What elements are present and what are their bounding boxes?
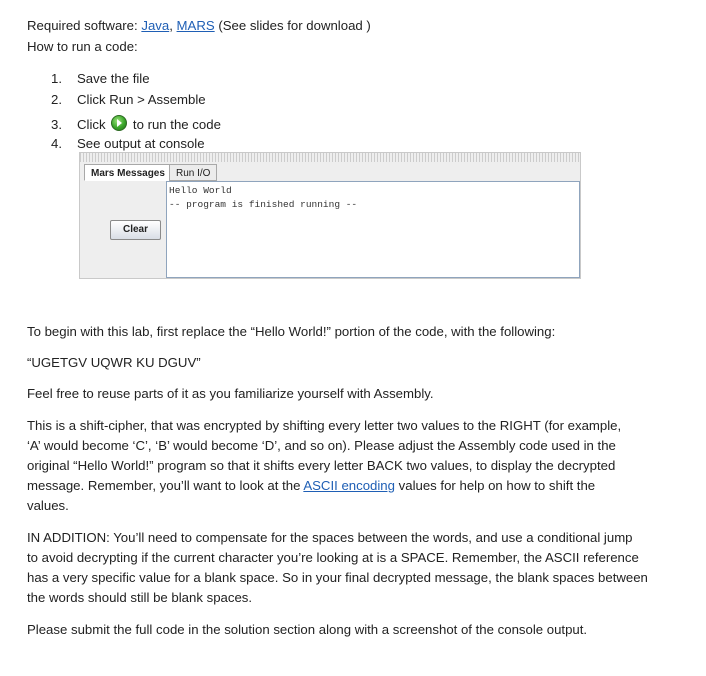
paragraph-1-line: values. — [27, 498, 69, 513]
ascii-encoding-link[interactable]: ASCII encoding — [303, 478, 395, 493]
step-text: See output at console — [77, 136, 205, 151]
console-output[interactable] — [166, 181, 580, 278]
step-3 — [51, 115, 221, 132]
mars-link[interactable]: MARS — [176, 18, 215, 33]
step-number: 4. — [51, 136, 62, 151]
text-before-link: message. Remember, you’ll want to look at the — [27, 478, 304, 493]
paragraph-2-line: has a very specific value for a blank space. So in your final decrypted message, the blank spaces between — [27, 570, 648, 585]
step-text: Save the file — [77, 71, 150, 86]
separator: , — [169, 18, 177, 33]
step-number: 2. — [51, 92, 62, 107]
paragraph-2-line: IN ADDITION: You’ll need to compensate for the spaces between the words, and use a conditional jump — [27, 530, 633, 545]
clear-button[interactable]: Clear — [110, 220, 161, 240]
intro-text: To begin with this lab, first replace the “Hello World!” portion of the code, with the following: — [27, 324, 556, 339]
console-line: Hello World — [169, 185, 232, 196]
required-suffix: (See slides for download ) — [214, 18, 371, 33]
reuse-text: Feel free to reuse parts of it as you familiarize yourself with Assembly. — [27, 386, 434, 401]
mars-console-panel — [79, 152, 581, 279]
tab-run-io[interactable]: Run I/O — [169, 164, 217, 181]
step-number: 1. — [51, 71, 62, 86]
step-text-before: Click — [77, 117, 106, 132]
paragraph-2-line: the words should still be blank spaces. — [27, 590, 253, 605]
step-text: Click Run > Assemble — [77, 92, 206, 107]
panel-divider — [80, 153, 580, 162]
submit-instructions: Please submit the full code in the solution section along with a screenshot of the console output. — [27, 622, 588, 637]
paragraph-2-line: to avoid decrypting if the current character you’re looking at is a SPACE. Remember, the ASCII reference — [27, 550, 639, 565]
paragraph-1-line: original “Hello World!” program so that it shifts every letter BACK two values, to display the decrypted — [27, 458, 616, 473]
paragraph-1-line: This is a shift-cipher, that was encrypted by shifting every letter two values to the RIGHT (for example, — [27, 418, 622, 433]
cipher-text: “UGETGV UQWR KU DGUV” — [27, 355, 201, 370]
console-line: -- program is finished running -- — [169, 199, 358, 210]
java-link[interactable]: Java — [141, 18, 170, 33]
tab-mars-messages[interactable]: Mars Messages — [84, 164, 172, 181]
step-2 — [51, 92, 206, 107]
paragraph-1-line — [27, 478, 595, 493]
step-number: 3. — [51, 117, 62, 132]
required-prefix: Required software: — [27, 18, 142, 33]
run-icon — [111, 115, 127, 131]
required-software-line — [27, 18, 371, 33]
step-4 — [51, 136, 205, 151]
step-1 — [51, 71, 150, 86]
paragraph-1-line: ‘A’ would become ‘C’, ‘B’ would become ‘D’, and so on). Please adjust the Assembly code used in the — [27, 438, 616, 453]
step-text-after: to run the code — [132, 117, 221, 132]
how-to-run-label: How to run a code: — [27, 39, 138, 54]
text-after-link: values for help on how to shift the — [394, 478, 596, 493]
